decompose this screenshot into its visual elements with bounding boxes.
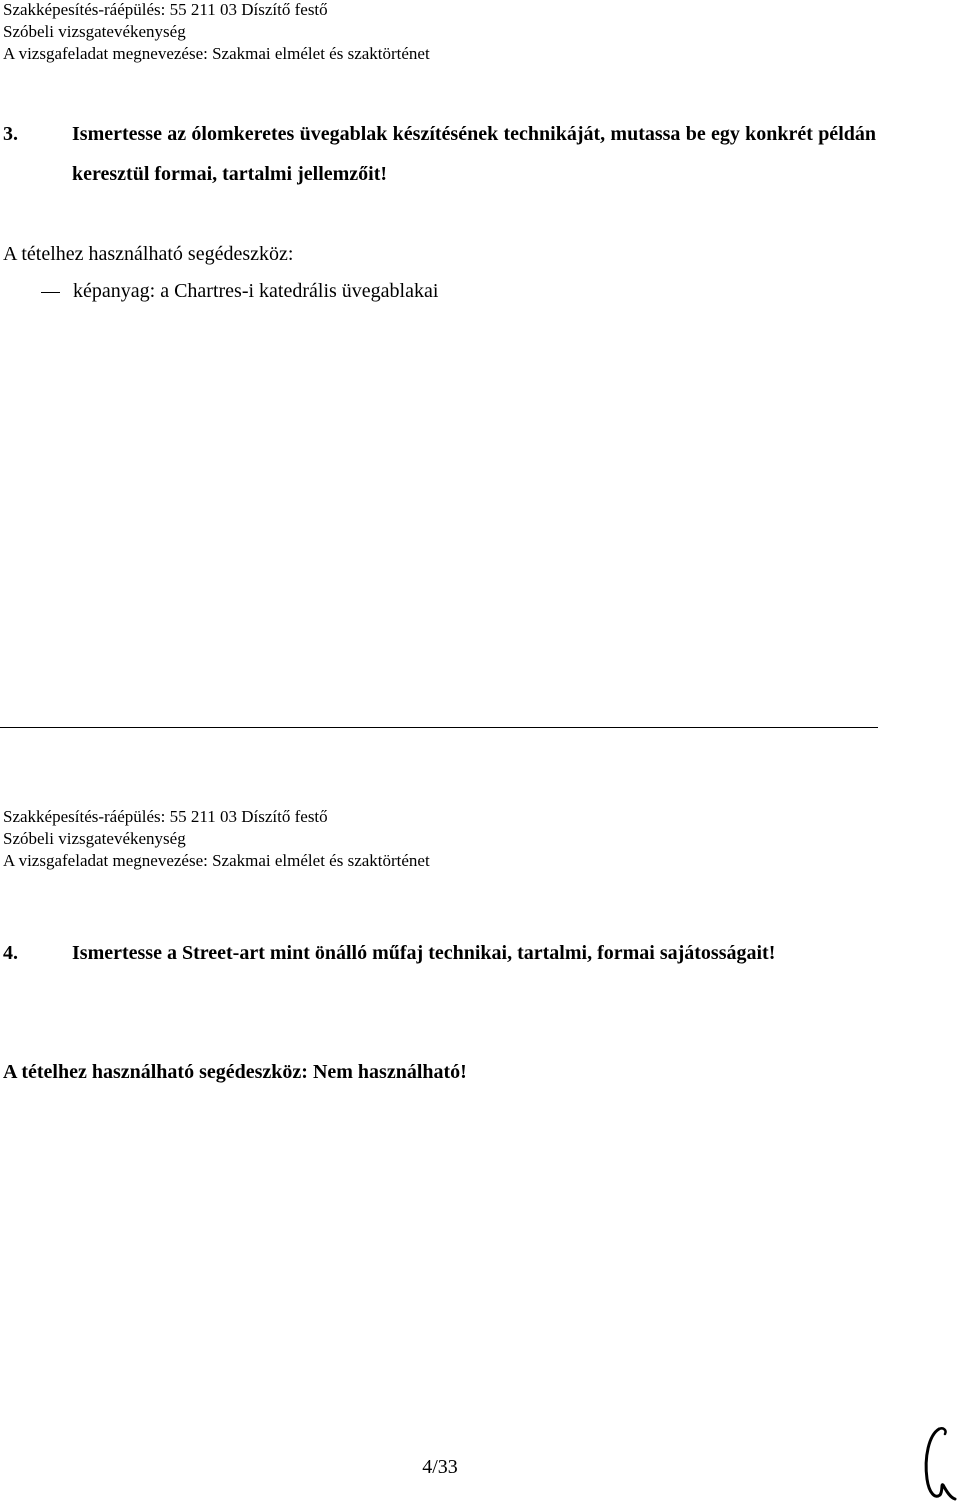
- handwritten-signature: [915, 1425, 960, 1503]
- aid-item-text: képanyag: a Chartres-i katedrális üvegablakai: [73, 280, 439, 302]
- section-divider: [0, 727, 878, 728]
- question-text: Ismertesse az ólomkeretes üvegablak készítésének technikáját, mutassa be egy konkrét példán keresztül formai, tartalmi jellemzőit!: [72, 123, 876, 185]
- document-header: [3, 0, 430, 65]
- header-activity: Szóbeli vizsgatevékenység: [3, 22, 186, 41]
- aid-label: A tételhez használható segédeszköz:: [3, 243, 294, 265]
- header-qualification: Szakképesítés-ráépülés: 55 211 03 Díszítő festő: [3, 807, 328, 826]
- question-text: Ismertesse a Street-art mint önálló műfaj technikai, tartalmi, formai sajátosságait!: [72, 942, 776, 964]
- document-header: [3, 806, 430, 872]
- header-activity: Szóbeli vizsgatevékenység: [3, 829, 186, 848]
- question-number: 3.: [3, 123, 18, 145]
- page-number: 4/33: [422, 1456, 458, 1478]
- dash-bullet: [41, 292, 60, 293]
- header-task-name: A vizsgafeladat megnevezése: Szakmai elmélet és szaktörténet: [3, 44, 430, 63]
- header-qualification: Szakképesítés-ráépülés: 55 211 03 Díszítő festő: [3, 0, 328, 19]
- aid-label: A tételhez használható segédeszköz: Nem használható!: [3, 1061, 467, 1083]
- question-number: 4.: [3, 942, 18, 964]
- header-task-name: A vizsgafeladat megnevezése: Szakmai elmélet és szaktörténet: [3, 851, 430, 870]
